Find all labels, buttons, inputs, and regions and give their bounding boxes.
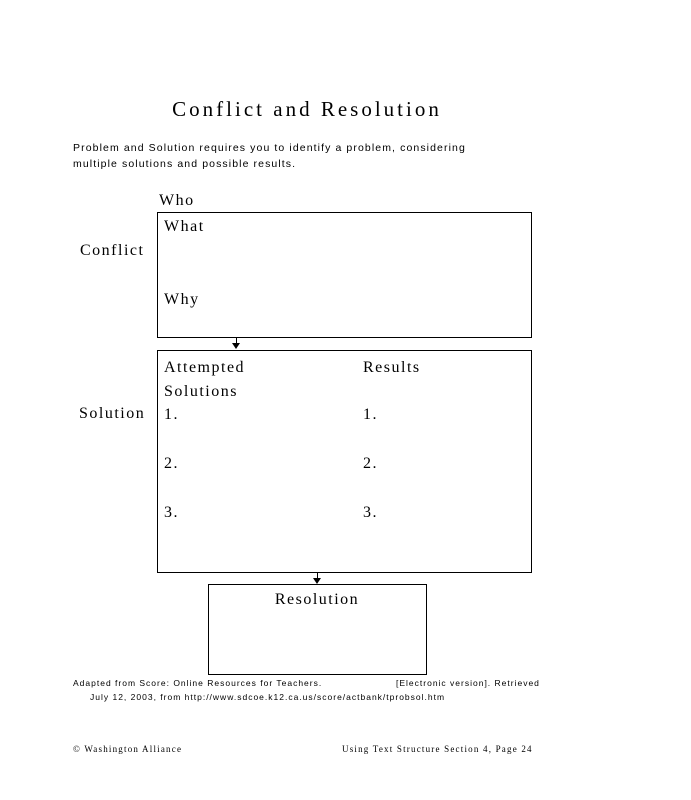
solution-number-3: 3. <box>164 504 179 521</box>
intro-paragraph: Problem and Solution requires you to identify a problem, considering multiple solutions and possible results. <box>73 142 466 170</box>
conflict-side-label: Conflict <box>80 242 145 259</box>
footer-copyright: © Washington Alliance <box>73 744 183 754</box>
solution-box <box>157 350 532 573</box>
attempted-header-line2: Solutions <box>164 383 238 400</box>
conflict-box <box>157 212 532 338</box>
page-title: Conflict and Resolution <box>172 97 442 121</box>
resolution-box <box>208 584 427 675</box>
attempted-header-line1: Attempted <box>164 359 246 376</box>
solution-side-label: Solution <box>79 405 146 422</box>
arrow-down-icon <box>232 343 240 349</box>
what-label: What <box>164 218 205 235</box>
citation-source: Adapted from Score: Online Resources for Teachers. <box>73 678 323 688</box>
solution-number-1: 1. <box>164 406 179 423</box>
citation-version: [Electronic version]. Retrieved <box>396 678 540 688</box>
attempted-solutions-header <box>164 356 245 404</box>
citation-url: July 12, 2003, from http://www.sdcoe.k12.ca.us/score/actbank/tprobsol.htm <box>90 692 446 702</box>
result-number-2: 2. <box>363 455 378 472</box>
results-header: Results <box>363 359 421 376</box>
solution-number-2: 2. <box>164 455 179 472</box>
who-label: Who <box>159 192 195 209</box>
why-label: Why <box>164 291 200 308</box>
footer-page-info: Using Text Structure Section 4, Page 24 <box>342 744 533 754</box>
resolution-label: Resolution <box>274 591 360 608</box>
result-number-1: 1. <box>363 406 378 423</box>
result-number-3: 3. <box>363 504 378 521</box>
